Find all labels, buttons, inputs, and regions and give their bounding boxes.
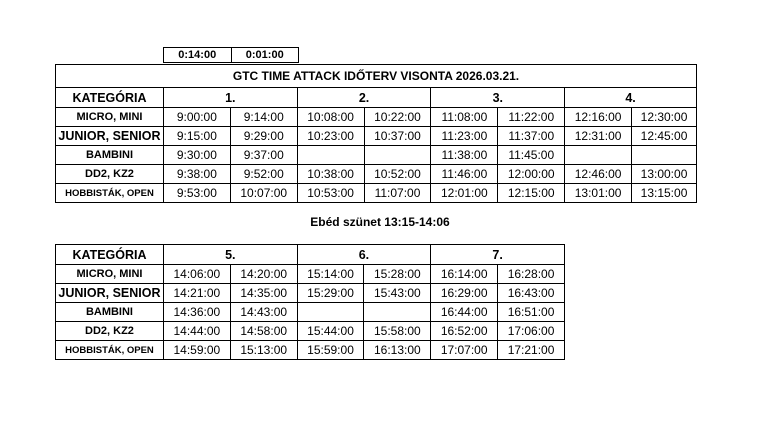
time-cell: 9:29:00 bbox=[230, 127, 297, 146]
time-cell bbox=[297, 146, 364, 165]
time-cell: 9:14:00 bbox=[230, 108, 297, 127]
time-cell: 9:00:00 bbox=[163, 108, 230, 127]
time-cell: 17:21:00 bbox=[498, 341, 565, 360]
time-cell: 9:53:00 bbox=[163, 184, 230, 203]
round-header: 3. bbox=[431, 88, 565, 108]
time-cell: 9:37:00 bbox=[230, 146, 297, 165]
time-cell: 10:23:00 bbox=[297, 127, 364, 146]
time-cell bbox=[632, 146, 697, 165]
time-cell: 11:23:00 bbox=[431, 127, 498, 146]
time-cell: 12:16:00 bbox=[565, 108, 632, 127]
duration-gap: 0:01:00 bbox=[231, 48, 299, 63]
category-cell: DD2, KZ2 bbox=[56, 322, 164, 341]
time-cell: 12:15:00 bbox=[498, 184, 565, 203]
time-cell bbox=[565, 146, 632, 165]
category-cell: HOBBISTÁK, OPEN bbox=[56, 184, 164, 203]
time-cell: 13:01:00 bbox=[565, 184, 632, 203]
time-cell: 14:43:00 bbox=[230, 303, 297, 322]
time-cell: 10:22:00 bbox=[364, 108, 431, 127]
time-cell: 11:45:00 bbox=[498, 146, 565, 165]
durations-table bbox=[163, 47, 299, 63]
time-cell: 11:38:00 bbox=[431, 146, 498, 165]
time-cell: 13:15:00 bbox=[632, 184, 697, 203]
time-cell: 15:28:00 bbox=[364, 265, 431, 284]
time-cell: 14:36:00 bbox=[163, 303, 230, 322]
time-cell: 14:06:00 bbox=[163, 265, 230, 284]
category-cell: MICRO, MINI bbox=[56, 265, 164, 284]
time-cell: 16:43:00 bbox=[498, 284, 565, 303]
time-cell: 10:37:00 bbox=[364, 127, 431, 146]
time-cell: 12:00:00 bbox=[498, 165, 565, 184]
round-header: 1. bbox=[163, 88, 297, 108]
table-row bbox=[56, 322, 565, 341]
time-cell: 16:14:00 bbox=[431, 265, 498, 284]
time-cell: 14:20:00 bbox=[230, 265, 297, 284]
page-title: GTC TIME ATTACK IDŐTERV VISONTA 2026.03.21. bbox=[56, 65, 697, 88]
category-cell: DD2, KZ2 bbox=[56, 165, 164, 184]
time-cell: 9:15:00 bbox=[163, 127, 230, 146]
time-cell: 11:08:00 bbox=[431, 108, 498, 127]
time-cell: 12:30:00 bbox=[632, 108, 697, 127]
time-cell: 10:08:00 bbox=[297, 108, 364, 127]
round-header: 7. bbox=[431, 245, 565, 265]
round-header: 2. bbox=[297, 88, 431, 108]
time-cell bbox=[364, 146, 431, 165]
time-cell: 14:35:00 bbox=[230, 284, 297, 303]
time-cell: 16:13:00 bbox=[364, 341, 431, 360]
category-header: KATEGÓRIA bbox=[56, 88, 164, 108]
category-cell: JUNIOR, SENIOR bbox=[56, 127, 164, 146]
time-cell: 13:00:00 bbox=[632, 165, 697, 184]
time-cell: 16:29:00 bbox=[431, 284, 498, 303]
table-row bbox=[56, 341, 565, 360]
time-cell: 10:07:00 bbox=[230, 184, 297, 203]
round-header: 4. bbox=[565, 88, 697, 108]
time-cell: 14:59:00 bbox=[163, 341, 230, 360]
category-cell: BAMBINI bbox=[56, 303, 164, 322]
time-cell bbox=[297, 303, 364, 322]
time-cell: 11:22:00 bbox=[498, 108, 565, 127]
table-row bbox=[56, 265, 565, 284]
time-cell: 16:28:00 bbox=[498, 265, 565, 284]
time-cell: 16:51:00 bbox=[498, 303, 565, 322]
category-header: KATEGÓRIA bbox=[56, 245, 164, 265]
time-cell: 12:31:00 bbox=[565, 127, 632, 146]
table-row bbox=[56, 165, 697, 184]
time-cell: 10:53:00 bbox=[297, 184, 364, 203]
table-row bbox=[56, 108, 697, 127]
time-cell: 11:46:00 bbox=[431, 165, 498, 184]
duration-run: 0:14:00 bbox=[164, 48, 232, 63]
time-cell: 14:44:00 bbox=[163, 322, 230, 341]
time-cell: 14:58:00 bbox=[230, 322, 297, 341]
time-cell: 15:13:00 bbox=[230, 341, 297, 360]
time-cell: 11:07:00 bbox=[364, 184, 431, 203]
time-cell: 14:21:00 bbox=[163, 284, 230, 303]
time-cell: 12:45:00 bbox=[632, 127, 697, 146]
category-cell: HOBBISTÁK, OPEN bbox=[56, 341, 164, 360]
time-cell: 15:59:00 bbox=[297, 341, 364, 360]
time-cell: 16:44:00 bbox=[431, 303, 498, 322]
time-cell bbox=[364, 303, 431, 322]
time-cell: 15:43:00 bbox=[364, 284, 431, 303]
time-cell: 12:01:00 bbox=[431, 184, 498, 203]
time-cell: 17:07:00 bbox=[431, 341, 498, 360]
time-cell: 9:52:00 bbox=[230, 165, 297, 184]
category-cell: JUNIOR, SENIOR bbox=[56, 284, 164, 303]
schedule-table-2 bbox=[55, 244, 565, 360]
table-row bbox=[56, 184, 697, 203]
time-cell: 10:38:00 bbox=[297, 165, 364, 184]
category-cell: MICRO, MINI bbox=[56, 108, 164, 127]
table-row bbox=[56, 303, 565, 322]
table-row bbox=[56, 127, 697, 146]
time-cell: 9:38:00 bbox=[163, 165, 230, 184]
time-cell: 15:44:00 bbox=[297, 322, 364, 341]
time-cell: 17:06:00 bbox=[498, 322, 565, 341]
time-cell: 12:46:00 bbox=[565, 165, 632, 184]
category-cell: BAMBINI bbox=[56, 146, 164, 165]
time-cell: 15:29:00 bbox=[297, 284, 364, 303]
round-header: 6. bbox=[297, 245, 431, 265]
table-row bbox=[56, 146, 697, 165]
schedule-table-1 bbox=[55, 64, 697, 203]
time-cell: 15:14:00 bbox=[297, 265, 364, 284]
time-cell: 11:37:00 bbox=[498, 127, 565, 146]
table-row bbox=[56, 284, 565, 303]
time-cell: 15:58:00 bbox=[364, 322, 431, 341]
time-cell: 16:52:00 bbox=[431, 322, 498, 341]
time-cell: 9:30:00 bbox=[163, 146, 230, 165]
round-header: 5. bbox=[163, 245, 297, 265]
time-cell: 10:52:00 bbox=[364, 165, 431, 184]
lunch-break-note: Ebéd szünet 13:15-14:06 bbox=[310, 215, 450, 229]
